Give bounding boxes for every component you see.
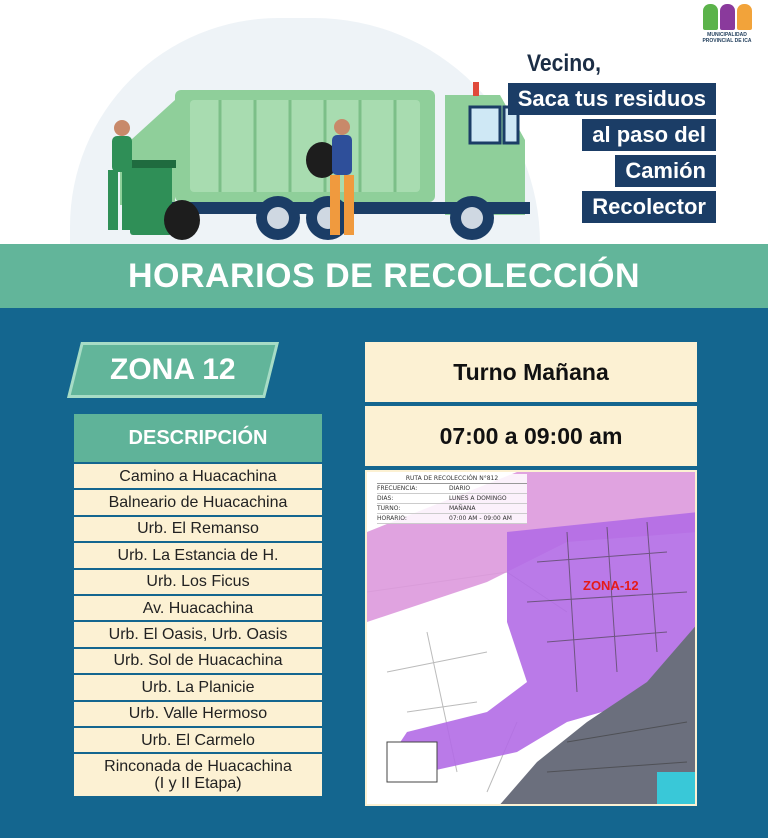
route-info-table xyxy=(377,474,527,524)
hours-box xyxy=(365,406,697,466)
hours-label: 07:00 a 09:00 am xyxy=(439,422,623,449)
list-item: Camino a Huacachina xyxy=(74,464,322,488)
list-item: Balneario de Huacachina xyxy=(74,490,322,514)
list-item: Urb. El Carmelo xyxy=(74,728,322,752)
route-key: HORARIO: xyxy=(377,515,407,522)
slogan-line-1: Vecino, xyxy=(527,50,601,77)
map-zone-label: ZONA-12 xyxy=(583,578,639,593)
slogan-line-4: Camión xyxy=(615,155,716,187)
list-item: Urb. Sol de Huacachina xyxy=(74,649,322,673)
route-key: TURNO: xyxy=(377,505,401,512)
route-value: DIARIO xyxy=(449,485,471,492)
list-item: Urb. Los Ficus xyxy=(74,570,322,594)
route-value: 07:00 AM - 09:00 AM xyxy=(449,515,512,522)
slogan-line-3: al paso del xyxy=(582,119,716,151)
shift-label: Turno Mañana xyxy=(453,358,609,385)
slogan-line-5: Recolector xyxy=(582,191,716,223)
list-item: Rinconada de Huacachina (I y II Etapa) xyxy=(74,754,322,796)
list-item: Urb. El Remanso xyxy=(74,517,322,541)
zone-badge xyxy=(67,342,279,398)
page-title: HORARIOS DE RECOLECCIÓN xyxy=(127,256,641,295)
list-item: Av. Huacachina xyxy=(74,596,322,620)
list-item: Urb. El Oasis, Urb. Oasis xyxy=(74,622,322,646)
route-key: DIAS: xyxy=(377,495,394,502)
municipal-logo-icon xyxy=(694,4,760,30)
garbage-truck-illustration xyxy=(60,70,540,245)
municipal-logo xyxy=(694,4,760,44)
route-value: MAÑANA xyxy=(449,505,476,512)
table-row xyxy=(377,514,527,524)
description-heading-label: DESCRIPCIÓN xyxy=(128,426,268,449)
hero-banner xyxy=(0,0,768,244)
table-row xyxy=(377,484,527,494)
list-item: Urb. La Estancia de H. xyxy=(74,543,322,567)
route-key: FRECUENCIA: xyxy=(377,485,418,492)
description-list xyxy=(74,464,322,798)
slogan-line-2: Saca tus residuos xyxy=(508,83,716,115)
table-row xyxy=(377,494,527,504)
list-item: Urb. Valle Hermoso xyxy=(74,702,322,726)
list-item: Urb. La Planicie xyxy=(74,675,322,699)
shift-box xyxy=(365,342,697,402)
route-table-title: RUTA DE RECOLECCIÓN N°812 xyxy=(377,474,527,484)
table-row xyxy=(377,504,527,514)
logo-text: MUNICIPALIDAD PROVINCIAL DE ICA xyxy=(702,32,752,44)
route-value: LUNES A DOMINGO xyxy=(449,495,507,502)
description-heading xyxy=(74,414,322,462)
title-band xyxy=(0,244,768,308)
zone-map xyxy=(365,470,697,806)
zone-label: ZONA 12 xyxy=(110,353,236,386)
